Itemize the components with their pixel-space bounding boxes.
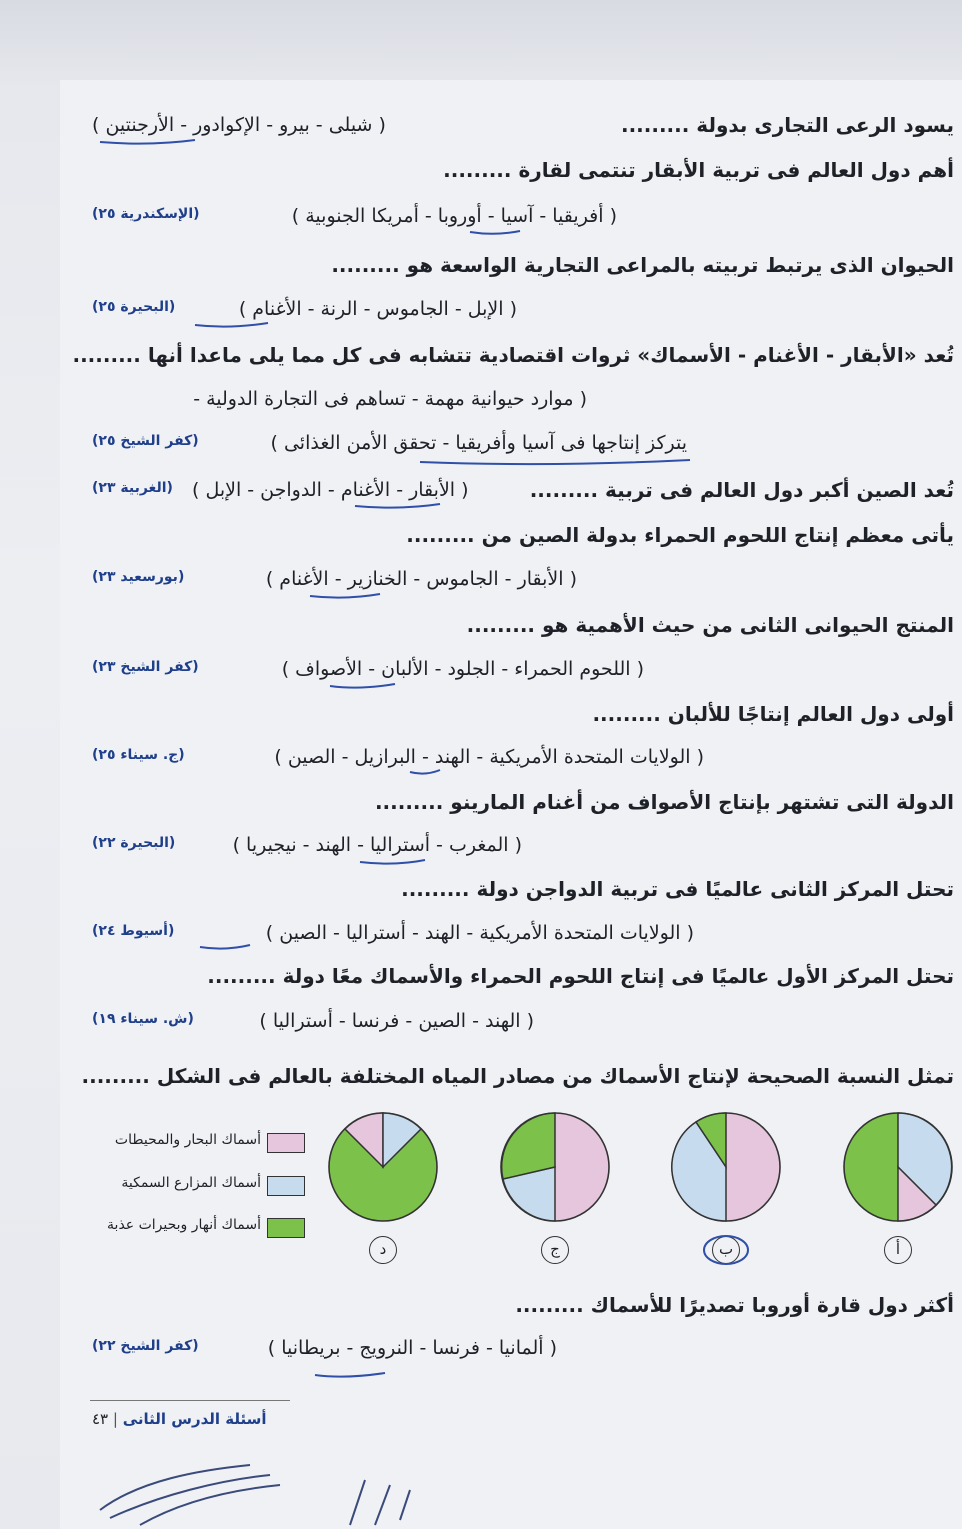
pie-label-d: د	[369, 1236, 397, 1264]
options-5: ( الأبقار - الأغنام - الدواجن - الإبل )	[192, 479, 469, 501]
source-5: (الغربية ٢٣)	[92, 480, 173, 496]
pie-label-c: ج	[541, 1236, 569, 1264]
question-9: الدولة التى تشتهر بإنتاج الأصواف من أغنام المارينو .........	[374, 790, 954, 814]
options-4: ( موارد حيوانية مهمة - تساهم فى التجارة الدولية -	[193, 388, 587, 410]
source-2: (الإسكندرية ٢٥)	[92, 206, 200, 222]
question-13: أكثر دول قارة أوروبا تصديرًا للأسماك .........	[515, 1293, 954, 1317]
source-4: (كفر الشيخ ٢٥)	[92, 433, 199, 449]
source-9: (البحيرة ٢٢)	[92, 835, 176, 851]
source-11: (ش. سيناء ١٩)	[92, 1011, 194, 1027]
source-10: (أسيوط ٢٤)	[92, 923, 175, 939]
options-3: ( الإبل - الجاموس - الرنة - الأغنام )	[238, 298, 517, 320]
pie-label-a: أ	[884, 1236, 912, 1264]
question-5: تُعد الصين أكبر دول العالم فى تربية .........	[529, 478, 954, 502]
question-2: أهم دول العالم فى تربية الأبقار تنتمى لقارة .........	[443, 158, 954, 182]
source-13: (كفر الشيخ ٢٢)	[92, 1338, 199, 1354]
options-9: ( المغرب - أستراليا - الهند - نيجيريا )	[232, 834, 522, 856]
handwriting-scribble	[80, 1440, 580, 1529]
pie-label-b: ب	[712, 1236, 740, 1264]
legend-rivers: أسماك أنهار وبحيرات عذبة	[100, 1215, 305, 1239]
question-10: تحتل المركز الثانى عالميًا فى تربية الدواجن دولة .........	[401, 877, 954, 901]
question-6: يأتى معظم إنتاج اللحوم الحمراء بدولة الصين من .........	[406, 523, 954, 547]
question-3: الحيوان الذى يرتبط تربيته بالمراعى التجارية الواسعة هو .........	[331, 253, 954, 277]
options-7: ( اللحوم الحمراء - الجلود - الألبان - الأصواف )	[281, 658, 644, 680]
options-13: ( ألمانيا - فرنسا - النرويج - بريطانيا )	[267, 1337, 557, 1359]
options-6: ( الأبقار - الجاموس - الخنازير - الأغنام )	[265, 568, 577, 590]
footer-title: أسئلة الدرس الثانى	[122, 1410, 267, 1428]
options-4b: يتركز إنتاجها فى آسيا وأفريقيا - تحقق الأمن الغذائى )	[270, 432, 687, 454]
question-8: أولى دول العالم إنتاجًا للألبان .........	[592, 702, 954, 726]
question-4: تُعد «الأبقار - الأغنام - الأسماك» ثروات اقتصادية تتشابه فى كل مما يلى ماعدا أنها .........	[72, 343, 954, 367]
question-12: تمثل النسبة الصحيحة لإنتاج الأسماك من مصادر المياه المختلفة بالعالم فى الشكل .........	[81, 1064, 954, 1088]
options-10: ( الولايات المتحدة الأمريكية - الهند - أستراليا - الصين )	[265, 922, 694, 944]
legend-seas: أسماك البحار والمحيطات	[100, 1130, 305, 1154]
footer-rule	[90, 1400, 290, 1401]
source-7: (كفر الشيخ ٢٣)	[92, 659, 199, 675]
source-3: (البحيرة ٢٥)	[92, 299, 176, 315]
options-11: ( الهند - الصين - فرنسا - أستراليا )	[259, 1010, 534, 1032]
question-11: تحتل المركز الأول عالميًا فى إنتاج اللحوم الحمراء والأسماك معًا دولة .........	[207, 964, 954, 988]
footer: أسئلة الدرس الثانى | ٤٣	[92, 1410, 267, 1428]
source-8: (ج. سيناء ٢٥)	[92, 747, 185, 763]
question-1: يسود الرعى التجارى بدولة .........	[620, 113, 954, 137]
source-6: (بورسعيد ٢٣)	[92, 569, 185, 585]
legend-farms: أسماك المزارع السمكية	[100, 1173, 305, 1197]
options-2: ( أفريقيا - آسيا - أوروبا - أمريكا الجنوبية )	[291, 205, 617, 227]
page-number: ٤٣	[92, 1410, 109, 1428]
options-8: ( الولايات المتحدة الأمريكية - الهند - البرازيل - الصين )	[274, 746, 704, 768]
question-7: المنتج الحيوانى الثانى من حيث الأهمية هو .........	[466, 613, 954, 637]
options-1: ( شيلى - بيرو - الإكوادور - الأرجنتين )	[92, 114, 386, 136]
